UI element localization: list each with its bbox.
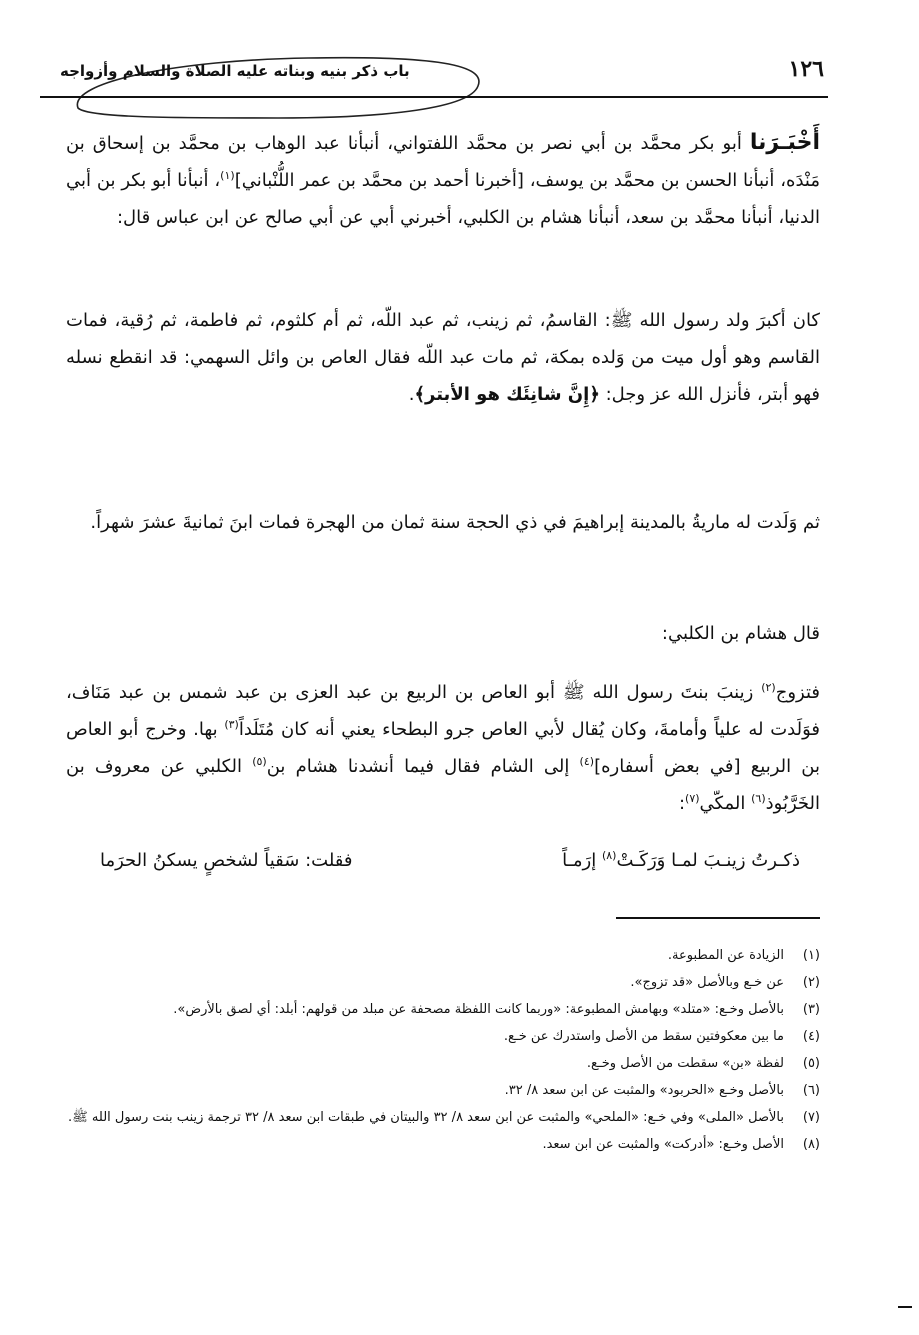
- footnote-separator: [616, 917, 820, 919]
- footnote-ref: (٧): [685, 792, 700, 805]
- footnote-number: (٧): [802, 1110, 820, 1125]
- paragraph-hisham: [66, 615, 820, 652]
- paragraph-text: فتزوج: [775, 682, 820, 703]
- footnote-text: الأصل وخـع: «أدركت» والمثبت عن ابن سعد.: [542, 1137, 784, 1152]
- footnote-ref: (٢): [761, 681, 776, 694]
- footnote-ref: (٥): [252, 755, 267, 768]
- footnote-item: [66, 1131, 820, 1158]
- paragraph-text: ، أنبأنا أبو بكر بن أبي الدنيا، أنبأنا محمَّد بن سعد، أنبأنا هشام بن الكلبي، أخبرني أبي عن أبي صالح عن ابن عباس قال:: [66, 170, 820, 228]
- paragraph-text: :: [678, 793, 686, 814]
- paragraph-text: زينبَ بنتَ رسول الله ﷺ أبو العاص بن الربيع بن عبد العزى بن عبد شمس بن عبد مَنَاف، فوَلَدت له علياً وأمامةَ، وكان يُقال لأبي العاص جرو البطحاء يعني أنه كان مُتَلَداً: [66, 682, 820, 740]
- footnote-number: (٨): [802, 1137, 820, 1152]
- footnote-ref: (٨): [601, 849, 617, 862]
- footnote-ref: (٦): [751, 792, 766, 805]
- footnote-item: [66, 1077, 820, 1104]
- footnote-number: (٦): [802, 1083, 820, 1098]
- paragraph-isnad: [66, 124, 820, 236]
- footnotes-list: [66, 942, 820, 1158]
- footnote-item: [66, 1050, 820, 1077]
- footnote-number: (١): [802, 948, 820, 963]
- verse-text: إرَمـاً: [562, 850, 602, 871]
- paragraph-ibrahim: [66, 504, 820, 541]
- footnote-text: عن خـع وبالأصل «قد تزوج».: [630, 975, 784, 990]
- footnote-item: [66, 942, 820, 969]
- footnote-ref: (٤): [579, 755, 595, 768]
- paragraph-text: الكلبي عن معروف بن الخَرَّبُوذ: [66, 756, 820, 814]
- footnote-number: (٢): [802, 975, 820, 990]
- footnote-text: ما بين معكوفتين سقط من الأصل واستدرك عن خـع.: [503, 1029, 784, 1044]
- footnote-text: الزيادة عن المطبوعة.: [667, 948, 784, 963]
- header-rule: [40, 96, 828, 98]
- chapter-title: باب ذكر بنيه وبناته عليه الصلاة والسلام وأزواجه: [60, 62, 410, 80]
- paragraph-text: المكّي: [699, 793, 752, 814]
- page-header: [40, 48, 830, 98]
- footnote-text: بالأصل «الملى» وفي خـع: «الملحي» والمثبت عن ابن سعد ٨/ ٣٢ والبيتان في طبقات ابن سعد ٨/ ٣٢ ترجمة زينب بنت رسول الله ﷺ.: [67, 1110, 784, 1125]
- footnote-item: [66, 1104, 820, 1131]
- paragraph-text: أبو بكر محمَّد بن أبي نصر بن محمَّد اللفتواني، أنبأنا عبد الوهاب بن محمَّد بن إسحاق بن مَنْدَه، أنبأنا الحسن بن محمَّد بن يوسف، [أخبرنا أحمد بن محمَّد بن عمر اللُّنْباني]: [66, 133, 820, 191]
- paragraph-text: إلى الشام فقال فيما أنشدنا هشام بن: [266, 756, 580, 777]
- footnote-number: (٥): [802, 1056, 820, 1071]
- footnote-number: (٣): [802, 1002, 820, 1017]
- verse-first-hemistich: [562, 850, 800, 871]
- quran-verse: ﴿إِنَّ شانِئَك هو الأبتر﴾: [414, 384, 600, 405]
- footnote-item: [66, 996, 820, 1023]
- footnote-number: (٤): [802, 1029, 820, 1044]
- footnote-text: لفظة «بن» سقطت من الأصل وخـع.: [586, 1056, 784, 1071]
- footnote-text: بالأصل وخـع «الحربود» والمثبت عن ابن سعد ٨/ ٣٢.: [504, 1083, 784, 1098]
- verse-text: ذكـرتُ زينـبَ لمـا وَرَكَـتْ: [616, 850, 800, 871]
- footnote-item: [66, 1023, 820, 1050]
- paragraph-text: قال هشام بن الكلبي:: [661, 623, 820, 644]
- footnote-text: بالأصل وخـع: «متلد» وبهامش المطبوعة: «وربما كانت اللفظة مصحفة عن مبلد من قولهم: أبلد: أي لصق بالأرض».: [173, 1002, 784, 1017]
- paragraph-children: [66, 302, 820, 413]
- page-number: ١٢٦: [788, 56, 824, 82]
- footnote-ref: (١): [220, 169, 235, 182]
- footnote-item: [66, 969, 820, 996]
- period: .: [408, 384, 415, 405]
- footnote-ref: (٣): [224, 718, 239, 731]
- poetry-verse: [100, 850, 800, 890]
- paragraph-text: كان أكبرَ ولد رسول الله ﷺ: القاسمُ، ثم زينب، ثم عبد اللّه، ثم أم كلثوم، ثم فاطمة، ثم رُقية، فمات القاسم وهو أول ميت من وَلده بمكة، ثم مات عبد اللّه فقال العاص بن وائل السهمي: قد انقطع نسله فهو أبتر، فأنزل الله عز وجل:: [66, 310, 820, 405]
- paragraph-marriage: [66, 674, 820, 822]
- paragraph-text: ثم وَلَدت له ماريةُ بالمدينة إبراهيمَ في ذي الحجة سنة ثمان من الهجرة فمات ابنَ ثمانيةَ عشرَ شهراً.: [90, 512, 820, 533]
- scan-edge-mark: [898, 1306, 912, 1308]
- paragraph-text: بها. وخرج أبو العاص بن الربيع [في بعض أسفاره]: [66, 719, 821, 777]
- verse-second-hemistich: فقلت: سَقياً لشخصٍ يسكنُ الحرَما: [100, 850, 353, 871]
- lead-word: أَخْبَـرَنا: [749, 130, 820, 155]
